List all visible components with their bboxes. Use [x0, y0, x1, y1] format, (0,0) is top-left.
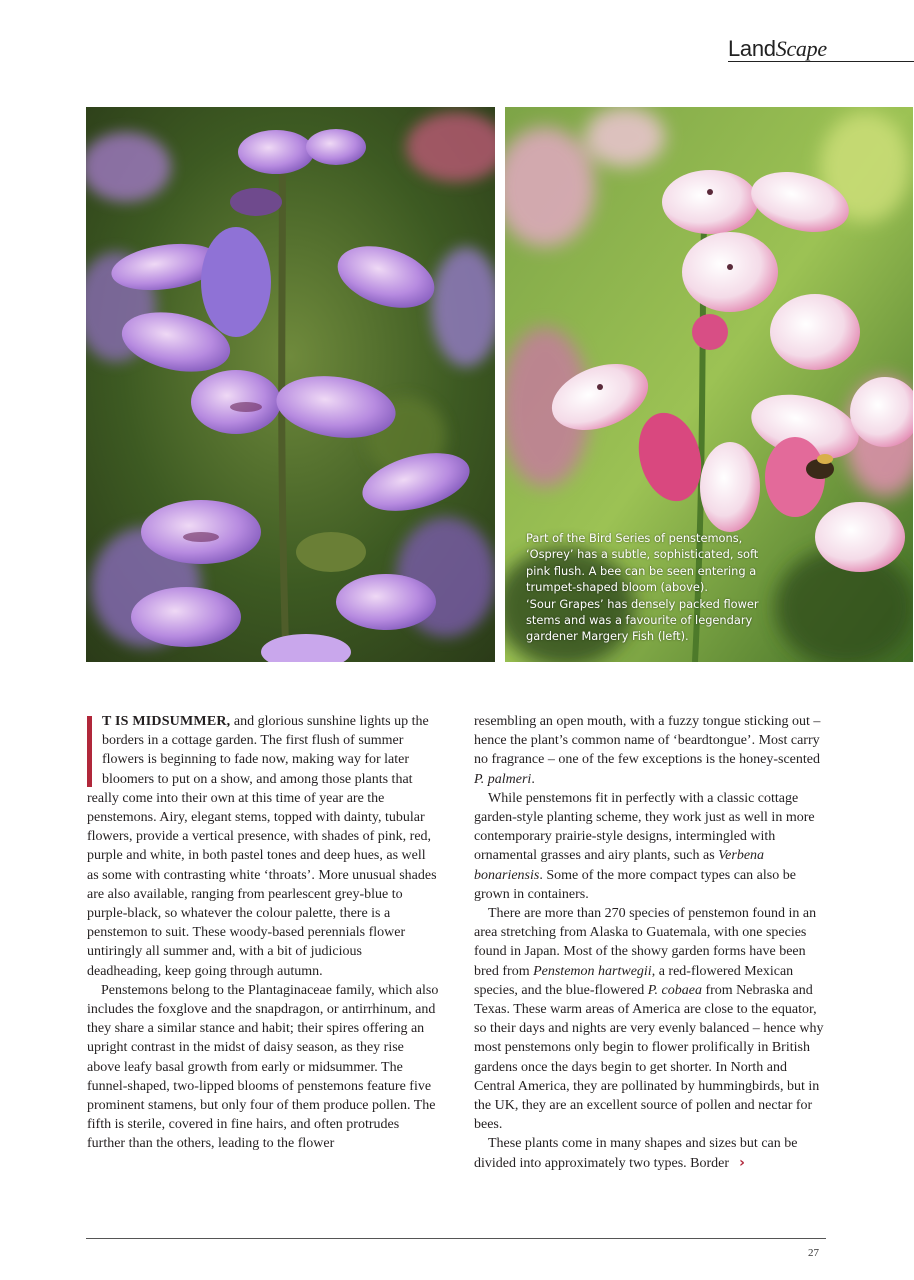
lead-in: T IS MIDSUMMER, — [102, 714, 231, 729]
caption-sour-grapes: ‘Sour Grapes’ has densely packed flower stems and was a favourite of legendary gardener Margery Fish (left). — [526, 596, 759, 644]
drop-cap-bar — [87, 716, 92, 787]
continue-arrow-icon[interactable]: › — [739, 1154, 745, 1171]
article-column-right — [474, 712, 826, 1173]
article-paragraph: There are more than 270 species of penstemon found in an area stretching from Alaska to Guatemala, with one species found in Japan. Most of the showy garden forms have been bred from Penstemon hartwegii, a red-flowered Mexican species, and the blue-flowered P. cobaea from Nebraska and Texas. These warm areas of America are close to the equator, so their days and nights are very evenly balanced – hence why most penstemons only begin to flower prolifically in British gardens once the days begin to get shorter. In North and Central America, they are pollinated by hummingbirds, but in the UK, they are an excellent source of pollen and nectar for bees. — [474, 906, 824, 1133]
article-column-left — [87, 712, 439, 1154]
magazine-logo: LandScape — [728, 36, 827, 61]
caption-osprey: Part of the Bird Series of penstemons, ‘Osprey’ has a subtle, sophisticated, soft pink flush. A bee can be seen entering a trumpet-shaped bloom (above). — [526, 531, 759, 595]
photo-caption — [526, 530, 771, 645]
article-paragraph: While penstemons fit in perfectly with a classic cottage garden-style planting scheme, they work just as well in more contemporary prairie-style designs, intermingled with ornamental grasses and airy plants, such as Verbena bonariensis. Some of the more compact types can also be grown in containers. — [474, 790, 815, 902]
masthead-rule — [728, 61, 914, 62]
article-paragraph: Penstemons belong to the Plantaginaceae family, which also includes the foxglove and the snapdragon, or antirrhinum, and they share a similar stance and habit; their spires offering an upright contrast in the midst of daisy season, as they rise above leafy basal growth from early or midsummer. The funnel-shaped, two-lipped blooms of penstemons feature five prominent stamens, but only four of them produce pollen. The fifth is sterile, covered in fine hairs, and often protrudes further than the others, leading to the flower — [87, 982, 439, 1152]
article-paragraph: T IS MIDSUMMER, and glorious sunshine lights up the borders in a cottage garden. The first flush of summer flowers is beginning to fade now, making way for later bloomers to put on a show, and among those plants that really come into their own at this time of year are the penstemons. Airy, elegant stems, topped with dainty, tubular flowers, provide a vertical presence, with shades of pink, red, purple and white, in both pastel tones and deep hues, as well as some with contrasting white ‘throats’. More unusual shades are also available, ranging from pearlescent grey-blue to purple-black, so whatever the colour palette, there is a penstemon to suit. These woody-based perennials flower untiringly all summer and, with a bit of judicious deadheading, keep going through autumn. — [87, 714, 437, 979]
article-paragraph: resembling an open mouth, with a fuzzy tongue sticking out – hence the plant’s common name of ‘beardtongue’. Most carry no fragrance – one of the few exceptions is the honey-scented P. palmeri. — [474, 714, 821, 787]
photo-sour-grapes — [86, 107, 495, 662]
footer-rule — [86, 1238, 826, 1239]
page-number: 27 — [808, 1247, 819, 1259]
article-paragraph: These plants come in many shapes and sizes but can be divided into approximately two types. Border › — [474, 1136, 798, 1171]
